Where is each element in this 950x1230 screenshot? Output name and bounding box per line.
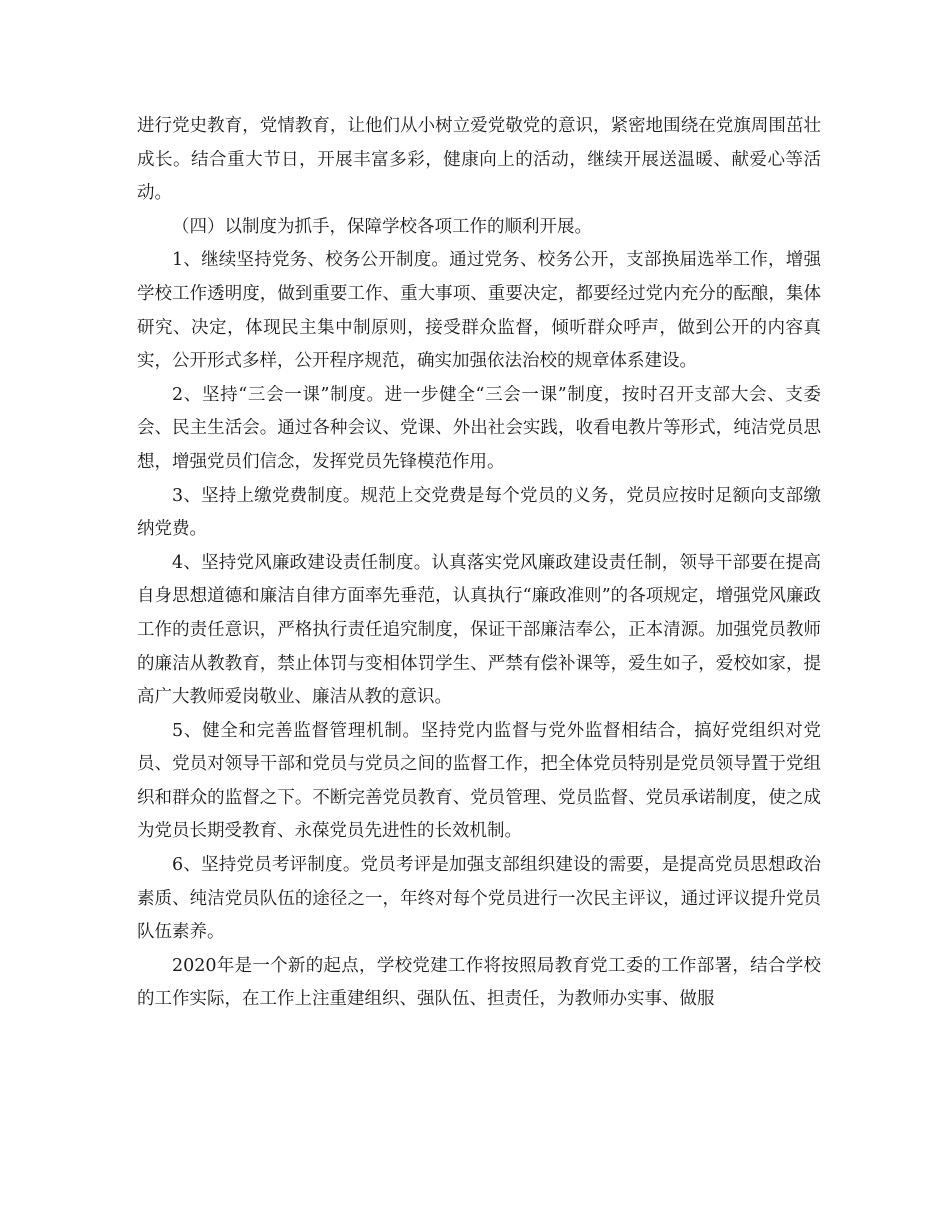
paragraph-continuation: 进行党史教育，党情教育，让他们从小树立爱党敬党的意识，紧密地围绕在党旗周围茁壮成长。结合重大节日，开展丰富多彩，健康向上的活动，继续开展送温暖、献爱心等活动。 bbox=[137, 116, 821, 204]
section-heading-four: （四）以制度为抓手，保障学校各项工作的顺利开展。 bbox=[172, 216, 592, 237]
paragraph-item-2: 2、坚持“三会一课”制度。进一步健全“三会一课”制度，按时召开支部大会、支委会、民主生活会。通过各种会议、党课、外出社会实践，收看电教片等形式，纯洁党员思想，增强党员们信念，发挥党员先锋模范作用。 bbox=[137, 384, 821, 472]
paragraph-conclusion: 2020年是一个新的起点，学校党建工作将按照局教育党工委的工作部署，结合学校的工作实际，在工作上注重建组织、强队伍、担责任，为教师办实事、做服 bbox=[137, 955, 821, 1010]
paragraph-item-4: 4、坚持党风廉政建设责任制度。认真落实党风廉政建设责任制，领导干部要在提高自身思想道德和廉洁自律方面率先垂范，认真执行“廉政准则”的各项规定，增强党风廉政工作的责任意识，严格执行责任追究制度，保证干部廉洁奉公，正本清源。加强党员教师的廉洁从教教育，禁止体罚与变相体罚学生、严禁有偿补课等，爱生如子，爱校如家，提高广大教师爱岗敬业、廉洁从教的意识。 bbox=[137, 552, 821, 708]
paragraph-item-1: 1、继续坚持党务、校务公开制度。通过党务、校务公开，支部换届选举工作，增强学校工作透明度，做到重要工作、重大事项、重要决定，都要经过党内充分的酝酿，集体研究、决定，体现民主集中制原则，接受群众监督，倾听群众呼声，做到公开的内容真实，公开形式多样，公开程序规范，确实加强依法治校的规章体系建设。 bbox=[137, 250, 821, 372]
paragraph-item-3: 3、坚持上缴党费制度。规范上交党费是每个党员的义务，党员应按时足额向支部缴纳党费。 bbox=[137, 485, 821, 540]
paragraph-item-6: 6、坚持党员考评制度。党员考评是加强支部组织建设的需要，是提高党员思想政治素质、纯洁党员队伍的途径之一，年终对每个党员进行一次民主评议，通过评议提升党员队伍素养。 bbox=[137, 855, 821, 943]
paragraph-item-5: 5、健全和完善监督管理机制。坚持党内监督与党外监督相结合，搞好党组织对党员、党员对领导干部和党员与党员之间的监督工作，把全体党员特别是党员领导置于党组织和群众的监督之下。不断完善党员教育、党员管理、党员监督、党员承诺制度，使之成为党员长期受教育、永葆党员先进性的长效机制。 bbox=[137, 720, 821, 842]
document-body bbox=[137, 110, 821, 1017]
